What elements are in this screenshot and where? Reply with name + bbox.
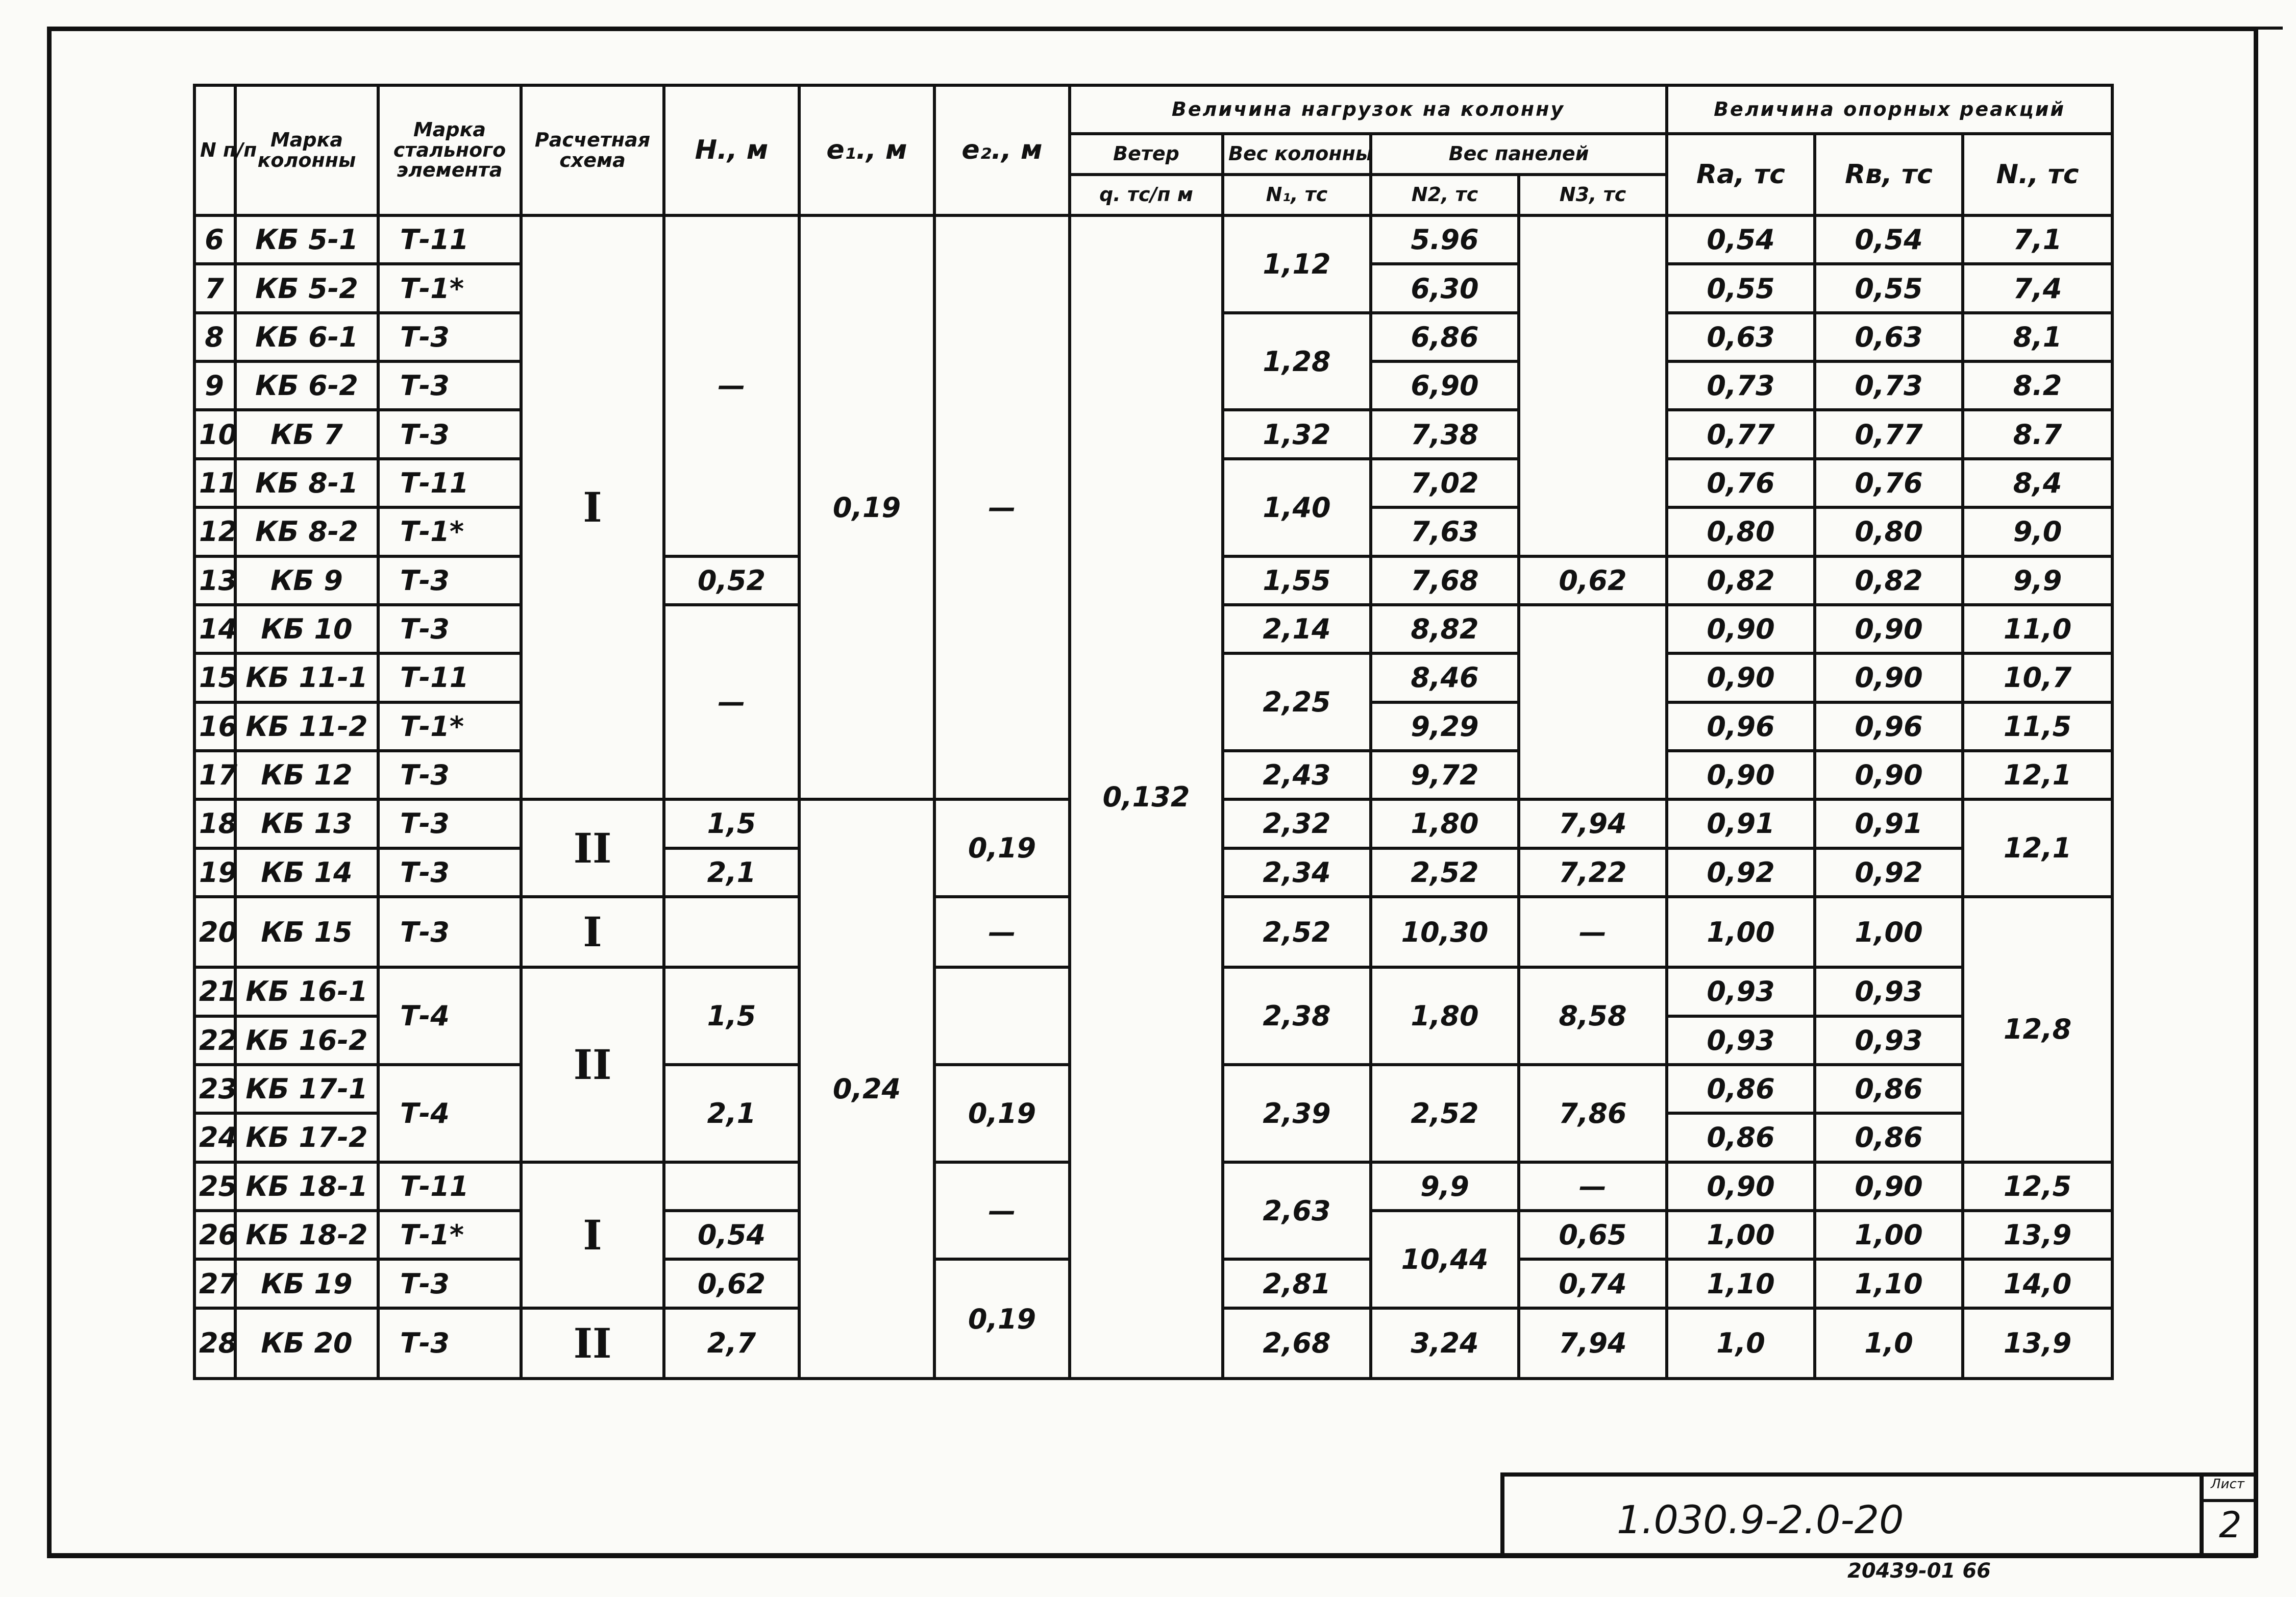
e2-cell: — [934, 1162, 1070, 1260]
rb-cell: 0,90 [1815, 605, 1963, 653]
n3-cell: 7,94 [1519, 1308, 1667, 1379]
n3-cell: — [1519, 1162, 1667, 1211]
n1-cell: 1,12 [1223, 215, 1371, 313]
hdr-col-weight: Вес колонны [1223, 134, 1371, 175]
row-num: 26 [194, 1211, 235, 1259]
ra-cell: 0,90 [1667, 605, 1815, 653]
n2-cell: 5.96 [1371, 215, 1519, 264]
row-num: 25 [194, 1162, 235, 1211]
sheet-box [2200, 1472, 2254, 1553]
steel-mark: Т-11 [378, 215, 521, 264]
n-cell: 7,1 [1963, 215, 2112, 264]
steel-mark: Т-1* [378, 264, 521, 312]
row-num: 21 [194, 967, 235, 1016]
hdr-panel-weight: Вес панелей [1371, 134, 1667, 175]
ra-cell: 0,77 [1667, 410, 1815, 458]
scheme-cell: I [521, 1162, 664, 1308]
ra-cell: 1,0 [1667, 1308, 1815, 1379]
n-cell: 14,0 [1963, 1259, 2112, 1308]
row-num: 7 [194, 264, 235, 312]
row-num: 13 [194, 556, 235, 605]
n-cell: 13,9 [1963, 1211, 2112, 1259]
n-cell: 7,4 [1963, 264, 2112, 312]
hdr-wind-q: q. тс/п м [1070, 175, 1223, 215]
rb-cell: 0,73 [1815, 361, 1963, 410]
steel-mark: Т-3 [378, 1308, 521, 1379]
scheme-cell: I [521, 215, 664, 799]
n3-cell: 0,74 [1519, 1259, 1667, 1308]
hdr-col-mark: Марка колонны [235, 85, 378, 215]
n3-cell: 0,65 [1519, 1211, 1667, 1259]
n3-cell: 0,62 [1519, 556, 1667, 605]
ra-cell: 0,54 [1667, 215, 1815, 264]
h-cell: 2,1 [664, 848, 799, 897]
steel-mark: Т-11 [378, 653, 521, 702]
ra-cell: 0,55 [1667, 264, 1815, 312]
n-cell: 8,4 [1963, 459, 2112, 507]
h-cell: 1,5 [664, 967, 799, 1065]
rb-cell: 1,00 [1815, 1211, 1963, 1259]
rb-cell: 0,90 [1815, 1162, 1963, 1211]
e2-cell: — [934, 215, 1070, 799]
row-num: 9 [194, 361, 235, 410]
e1-cell: 0,19 [799, 215, 934, 799]
n-cell: 11,0 [1963, 605, 2112, 653]
n-cell: 10,7 [1963, 653, 2112, 702]
col-mark: КБ 11-2 [235, 702, 378, 751]
n3-cell: 7,86 [1519, 1065, 1667, 1162]
h-cell: 2,1 [664, 1065, 799, 1162]
n1-cell: 2,34 [1223, 848, 1371, 897]
steel-mark: Т-3 [378, 556, 521, 605]
row-num: 8 [194, 313, 235, 361]
n-cell: 8.7 [1963, 410, 2112, 458]
n3-cell: — [1519, 897, 1667, 967]
n1-cell: 1,55 [1223, 556, 1371, 605]
n2-cell: 6,90 [1371, 361, 1519, 410]
n-cell: 8.2 [1963, 361, 2112, 410]
h-cell [664, 1162, 799, 1211]
ra-cell: 0,80 [1667, 507, 1815, 556]
steel-mark: Т-3 [378, 605, 521, 653]
n3-cell [1519, 215, 1667, 556]
n1-cell: 2,32 [1223, 799, 1371, 848]
h-cell: — [664, 605, 799, 799]
n1-cell: 2,68 [1223, 1308, 1371, 1379]
scheme-cell: II [521, 799, 664, 897]
ra-cell: 1,10 [1667, 1259, 1815, 1308]
col-mark: КБ 14 [235, 848, 378, 897]
n-cell: 9,0 [1963, 507, 2112, 556]
n2-cell: 10,30 [1371, 897, 1519, 967]
rb-cell: 1,00 [1815, 897, 1963, 967]
scheme-cell: II [521, 967, 664, 1162]
n1-cell: 2,39 [1223, 1065, 1371, 1162]
n-cell: 12,5 [1963, 1162, 2112, 1211]
hdr-ra: Rа, тс [1667, 134, 1815, 215]
frame-stub [2258, 27, 2283, 30]
n2-cell: 10,44 [1371, 1211, 1519, 1308]
ra-cell: 0,86 [1667, 1113, 1815, 1162]
n2-cell: 2,52 [1371, 1065, 1519, 1162]
steel-mark: Т-1* [378, 507, 521, 556]
row-num: 20 [194, 897, 235, 967]
col-mark: КБ 19 [235, 1259, 378, 1308]
scheme-cell: II [521, 1308, 664, 1379]
n3-cell: 7,94 [1519, 799, 1667, 848]
hdr-e2: e₂., м [934, 85, 1070, 215]
col-mark: КБ 18-1 [235, 1162, 378, 1211]
e2-cell: 0,19 [934, 1065, 1070, 1162]
col-mark: КБ 16-2 [235, 1016, 378, 1065]
row-num: 16 [194, 702, 235, 751]
row-num: 14 [194, 605, 235, 653]
col-mark: КБ 12 [235, 751, 378, 799]
n2-cell: 7,38 [1371, 410, 1519, 458]
n1-cell: 1,28 [1223, 313, 1371, 410]
row-num: 17 [194, 751, 235, 799]
n1-cell: 2,43 [1223, 751, 1371, 799]
steel-mark: Т-3 [378, 799, 521, 848]
rb-cell: 0,86 [1815, 1113, 1963, 1162]
ra-cell: 0,73 [1667, 361, 1815, 410]
col-mark: КБ 10 [235, 605, 378, 653]
rb-cell: 0,80 [1815, 507, 1963, 556]
row-num: 6 [194, 215, 235, 264]
n-cell: 11,5 [1963, 702, 2112, 751]
n-cell: 12,8 [1963, 897, 2112, 1162]
n3-cell [1519, 605, 1667, 799]
rb-cell: 0,55 [1815, 264, 1963, 312]
row-num: 28 [194, 1308, 235, 1379]
rb-cell: 0,76 [1815, 459, 1963, 507]
rb-cell: 0,90 [1815, 751, 1963, 799]
col-mark: КБ 5-1 [235, 215, 378, 264]
rb-cell: 0,90 [1815, 653, 1963, 702]
n1-cell: 1,40 [1223, 459, 1371, 556]
h-cell: — [664, 215, 799, 556]
n2-cell: 9,29 [1371, 702, 1519, 751]
row-num: 24 [194, 1113, 235, 1162]
col-mark: КБ 17-2 [235, 1113, 378, 1162]
col-mark: КБ 17-1 [235, 1065, 378, 1113]
hdr-n1: N₁, тс [1223, 175, 1371, 215]
hdr-rb: Rв, тс [1815, 134, 1963, 215]
scheme-cell: I [521, 897, 664, 967]
steel-mark: Т-3 [378, 1259, 521, 1308]
h-cell: 0,54 [664, 1211, 799, 1259]
col-mark: КБ 18-2 [235, 1211, 378, 1259]
row-num: 11 [194, 459, 235, 507]
steel-mark: Т-3 [378, 313, 521, 361]
steel-mark: Т-4 [378, 1065, 521, 1162]
n2-cell: 7,02 [1371, 459, 1519, 507]
ra-cell: 0,92 [1667, 848, 1815, 897]
col-mark: КБ 9 [235, 556, 378, 605]
inventory-number: 20439-01 66 [1847, 1559, 1991, 1583]
n-cell: 12,1 [1963, 751, 2112, 799]
hdr-e1: e₁., м [799, 85, 934, 215]
ra-cell: 0,91 [1667, 799, 1815, 848]
n2-cell: 9,9 [1371, 1162, 1519, 1211]
h-cell: 2,7 [664, 1308, 799, 1379]
hdr-h: H., м [664, 85, 799, 215]
hdr-loads-group: Величина нагрузок на колонну [1070, 85, 1667, 134]
ra-cell: 0,93 [1667, 967, 1815, 1016]
h-cell: 0,52 [664, 556, 799, 605]
hdr-n3: N3, тс [1519, 175, 1667, 215]
sheet-number: 2 [2219, 1504, 2242, 1546]
ra-cell: 0,90 [1667, 751, 1815, 799]
ra-cell: 0,76 [1667, 459, 1815, 507]
hdr-scheme: Расчетная схема [521, 85, 664, 215]
row-num: 27 [194, 1259, 235, 1308]
row-num: 10 [194, 410, 235, 458]
rb-cell: 0,82 [1815, 556, 1963, 605]
hdr-n2: N2, тс [1371, 175, 1519, 215]
col-mark: КБ 15 [235, 897, 378, 967]
rb-cell: 0,93 [1815, 967, 1963, 1016]
steel-mark: Т-1* [378, 702, 521, 751]
hdr-reactions-group: Величина опорных реакций [1667, 85, 2112, 134]
ra-cell: 1,00 [1667, 1211, 1815, 1259]
n1-cell: 2,25 [1223, 653, 1371, 751]
rb-cell: 1,10 [1815, 1259, 1963, 1308]
n-cell: 12,1 [1963, 799, 2112, 897]
sheet-divider [2204, 1499, 2258, 1502]
frame-bottom [47, 1553, 2257, 1558]
rb-cell: 0,86 [1815, 1065, 1963, 1113]
steel-mark: Т-4 [378, 967, 521, 1065]
e2-cell: 0,19 [934, 799, 1070, 897]
n1-cell: 2,38 [1223, 967, 1371, 1065]
steel-mark: Т-3 [378, 897, 521, 967]
col-mark: КБ 16-1 [235, 967, 378, 1016]
n2-cell: 2,52 [1371, 848, 1519, 897]
ra-cell: 1,00 [1667, 897, 1815, 967]
e1-cell: 0,24 [799, 799, 934, 1379]
frame-right [2254, 27, 2258, 1558]
ra-cell: 0,93 [1667, 1016, 1815, 1065]
steel-mark: Т-3 [378, 361, 521, 410]
wind-cell: 0,132 [1070, 215, 1223, 1379]
ra-cell: 0,90 [1667, 653, 1815, 702]
rb-cell: 0,54 [1815, 215, 1963, 264]
n2-cell: 8,46 [1371, 653, 1519, 702]
ra-cell: 0,96 [1667, 702, 1815, 751]
steel-mark: Т-11 [378, 1162, 521, 1211]
col-mark: КБ 5-2 [235, 264, 378, 312]
ra-cell: 0,63 [1667, 313, 1815, 361]
col-mark: КБ 13 [235, 799, 378, 848]
rb-cell: 0,96 [1815, 702, 1963, 751]
spec-table [193, 84, 2114, 1380]
hdr-steel-mark: Марка стального элемента [378, 85, 521, 215]
h-cell [664, 897, 799, 967]
steel-mark: Т-3 [378, 848, 521, 897]
n2-cell: 7,68 [1371, 556, 1519, 605]
rb-cell: 0,63 [1815, 313, 1963, 361]
frame-left [47, 27, 52, 1558]
hdr-wind: Ветер [1070, 134, 1223, 175]
sheet-label: Лист [2211, 1477, 2244, 1492]
n2-cell: 1,80 [1371, 799, 1519, 848]
col-mark: КБ 20 [235, 1308, 378, 1379]
col-mark: КБ 8-1 [235, 459, 378, 507]
n-cell: 8,1 [1963, 313, 2112, 361]
e2-cell [934, 967, 1070, 1065]
col-mark: КБ 7 [235, 410, 378, 458]
hdr-num: N п/п [194, 85, 235, 215]
row-num: 18 [194, 799, 235, 848]
steel-mark: Т-1* [378, 1211, 521, 1259]
ra-cell: 0,82 [1667, 556, 1815, 605]
n2-cell: 9,72 [1371, 751, 1519, 799]
row-num: 23 [194, 1065, 235, 1113]
n2-cell: 3,24 [1371, 1308, 1519, 1379]
n2-cell: 7,63 [1371, 507, 1519, 556]
rb-cell: 0,91 [1815, 799, 1963, 848]
frame-top [47, 27, 2257, 31]
steel-mark: Т-3 [378, 751, 521, 799]
rb-cell: 0,93 [1815, 1016, 1963, 1065]
col-mark: КБ 6-1 [235, 313, 378, 361]
h-cell: 1,5 [664, 799, 799, 848]
n-cell: 13,9 [1963, 1308, 2112, 1379]
rb-cell: 0,92 [1815, 848, 1963, 897]
col-mark: КБ 6-2 [235, 361, 378, 410]
row-num: 22 [194, 1016, 235, 1065]
ra-cell: 0,86 [1667, 1065, 1815, 1113]
n-cell: 9,9 [1963, 556, 2112, 605]
steel-mark: Т-11 [378, 459, 521, 507]
e2-cell: — [934, 897, 1070, 967]
n1-cell: 2,81 [1223, 1259, 1371, 1308]
hdr-n: N., тс [1963, 134, 2112, 215]
rb-cell: 0,77 [1815, 410, 1963, 458]
rb-cell: 1,0 [1815, 1308, 1963, 1379]
n2-cell: 8,82 [1371, 605, 1519, 653]
n1-cell: 1,32 [1223, 410, 1371, 458]
n1-cell: 2,52 [1223, 897, 1371, 967]
document-code: 1.030.9-2.0-20 [1617, 1497, 1904, 1542]
n2-cell: 1,80 [1371, 967, 1519, 1065]
n3-cell: 7,22 [1519, 848, 1667, 897]
row-num: 12 [194, 507, 235, 556]
n2-cell: 6,30 [1371, 264, 1519, 312]
n1-cell: 2,63 [1223, 1162, 1371, 1260]
n3-cell: 8,58 [1519, 967, 1667, 1065]
n2-cell: 6,86 [1371, 313, 1519, 361]
row-num: 15 [194, 653, 235, 702]
ra-cell: 0,90 [1667, 1162, 1815, 1211]
title-block [1500, 1472, 2254, 1553]
h-cell: 0,62 [664, 1259, 799, 1308]
e2-cell: 0,19 [934, 1259, 1070, 1379]
col-mark: КБ 8-2 [235, 507, 378, 556]
col-mark: КБ 11-1 [235, 653, 378, 702]
steel-mark: Т-3 [378, 410, 521, 458]
row-num: 19 [194, 848, 235, 897]
n1-cell: 2,14 [1223, 605, 1371, 653]
